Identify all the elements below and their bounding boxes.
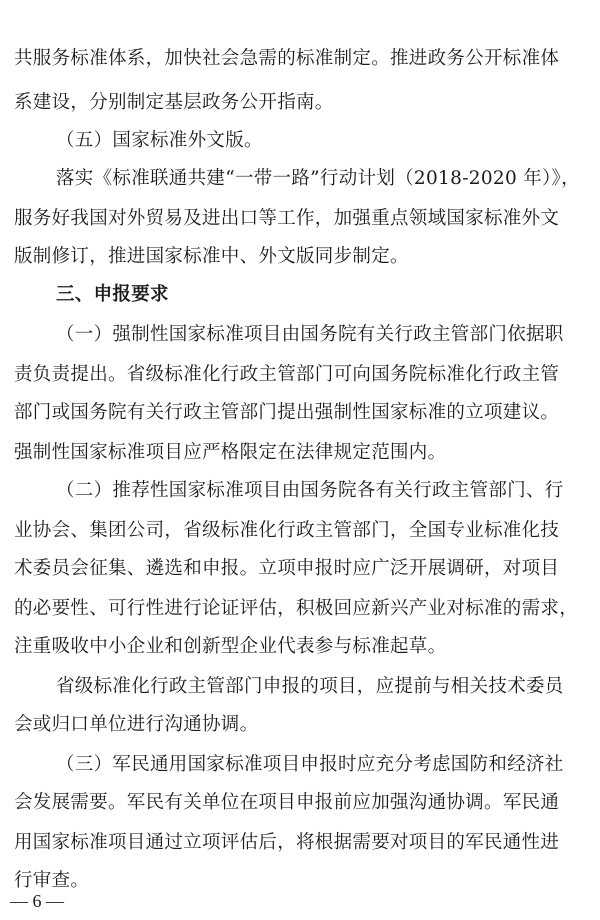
text-line-16: 注重吸收中小企业和创新型企业代表参与标准起草。 — [14, 636, 447, 657]
text-line-20: 会发展需要。军民有关单位在项目申报前应加强沟通协调。军民通 — [14, 792, 560, 813]
text-line-2: 系建设，分别制定基层政务公开指南。 — [14, 92, 334, 113]
text-line-14: 术委员会征集、遴选和申报。立项申报时应广泛开展调研，对项目 — [14, 558, 560, 579]
text-line-13: 业协会、集团公司，省级标准化行政主管部门，全国专业标准化技 — [14, 520, 560, 541]
text-line-9: 责负责提出。省级标准化行政主管部门可向国务院标准化行政主管 — [14, 364, 560, 385]
text-line-22: 行审查。 — [14, 870, 90, 891]
text-line-1: 共服务标准体系，加快社会急需的标准制定。推进政务公开标准体 — [14, 48, 560, 69]
text-line-18: 会或归口单位进行沟通协调。 — [14, 714, 259, 735]
text-line-21: 用国家标准项目通过立项评估后，将根据需要对项目的军民通性进 — [14, 832, 560, 853]
text-line-12: （二）推荐性国家标准项目由国务院各有关行政主管部门、行 — [56, 480, 564, 501]
text-line-17: 省级标准化行政主管部门申报的项目，应提前与相关技术委员 — [56, 676, 564, 697]
page-number: — 6 — — [10, 891, 64, 911]
text-line-19: （三）军民通用国家标准项目申报时应充分考虑国防和经济社 — [56, 754, 564, 775]
section-heading-requirements: 三、申报要求 — [56, 284, 169, 305]
subsection-heading-five: （五）国家标准外文版。 — [56, 130, 263, 151]
text-line-4: 落实《标准联通共建“一带一路”行动计划（2018-2020 年）》， — [56, 168, 580, 189]
text-line-8: （一）强制性国家标准项目由国务院有关行政主管部门依据职 — [56, 324, 564, 345]
text-line-6: 版制修订，推进国家标准中、外文版同步制定。 — [14, 246, 409, 267]
text-line-10: 部门或国务院有关行政主管部门提出强制性国家标准的立项建议。 — [14, 402, 560, 423]
text-line-15: 的必要性、可行性进行论证评估，积极回应新兴产业对标准的需求， — [14, 598, 579, 619]
text-line-5: 服务好我国对外贸易及进出口等工作，加强重点领域国家标准外文 — [14, 208, 560, 229]
text-line-11: 强制性国家标准项目应严格限定在法律规定范围内。 — [14, 442, 447, 463]
